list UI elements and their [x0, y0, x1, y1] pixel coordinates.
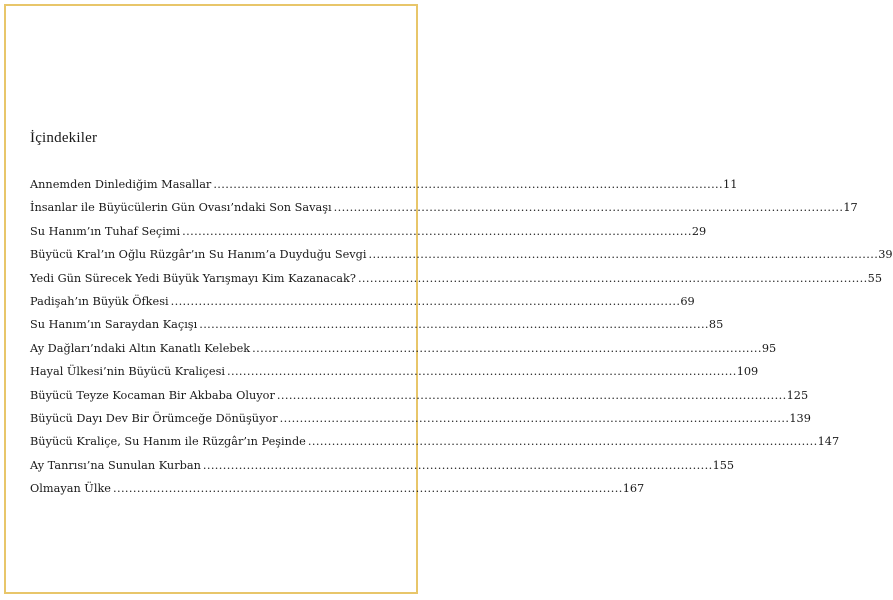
toc-leader-dots: [252, 342, 760, 355]
toc-leader-dots: [199, 318, 707, 331]
toc-entry-title: Büyücü Teyze Kocaman Bir Akbaba Oluyor: [30, 388, 275, 402]
toc-entry: [30, 318, 724, 341]
toc-entry: [30, 224, 707, 248]
toc-entry-title: Büyücü Kral’ın Oğlu Rüzgâr’ın Su Hanım’a Duyduğu Sevgi: [30, 248, 367, 262]
toc-entry-page: 147: [817, 435, 840, 449]
toc-heading: İçindekiler: [30, 130, 98, 146]
toc-entry: [30, 201, 858, 224]
toc-entry: [30, 458, 735, 482]
toc-entry-title: Annemden Dinlediğim Masallar: [30, 178, 212, 191]
toc-entry-page: 39: [878, 248, 893, 262]
toc-entry-page: 155: [712, 458, 735, 472]
toc-entry-page: 11: [723, 178, 738, 191]
toc-leader-dots: [182, 225, 690, 238]
toc-entry-title: Olmayan Ülke: [30, 482, 111, 496]
toc-leader-dots: [308, 435, 816, 448]
toc-entry: [30, 271, 883, 295]
toc-entry-title: Su Hanım’ın Saraydan Kaçışı: [30, 318, 198, 332]
book-page: [4, 4, 893, 594]
toc-leader-dots: [369, 248, 877, 261]
toc-list: [30, 178, 893, 505]
toc-entry-title: Büyücü Kraliçe, Su Hanım ile Rüzgâr’ın Peşinde: [30, 435, 306, 449]
toc-leader-dots: [213, 178, 721, 191]
toc-entry-page: 85: [708, 318, 724, 332]
toc-leader-dots: [358, 272, 866, 285]
toc-entry-title: Hayal Ülkesi’nin Büyücü Kraliçesi: [30, 365, 225, 379]
toc-entry-page: 95: [761, 341, 777, 355]
toc-entry-title: Büyücü Dayı Dev Bir Örümceğe Dönüşüyor: [30, 411, 278, 425]
toc-leader-dots: [334, 201, 842, 214]
toc-entry: [30, 388, 809, 412]
toc-entry-title: Padişah’ın Büyük Öfkesi: [30, 294, 169, 308]
toc-leader-dots: [171, 295, 679, 308]
toc-entry-title: Su Hanım’ın Tuhaf Seçimi: [30, 224, 181, 238]
toc-leader-dots: [280, 412, 788, 425]
toc-entry: [30, 411, 811, 435]
toc-leader-dots: [203, 459, 711, 472]
toc-entry-page: 29: [691, 224, 707, 238]
toc-entry: [30, 482, 645, 505]
toc-entry-page: 55: [867, 271, 883, 285]
toc-entry: [30, 341, 777, 365]
toc-entry: [30, 435, 840, 458]
toc-entry-title: Ay Tanrısı’na Sunulan Kurban: [30, 458, 201, 472]
toc-entry-page: 17: [843, 201, 858, 215]
toc-entry-page: 109: [736, 365, 759, 379]
toc-entry-page: 69: [680, 294, 695, 308]
toc-leader-dots: [113, 482, 621, 495]
toc-entry: [30, 365, 759, 388]
toc-entry: [30, 248, 893, 271]
toc-entry-page: 125: [786, 388, 809, 402]
toc-entry-title: Ay Dağları’ndaki Altın Kanatlı Kelebek: [30, 341, 251, 355]
toc-entry-title: İnsanlar ile Büyücülerin Gün Ovası’ndaki Son Savaşı: [30, 201, 332, 215]
toc-leader-dots: [227, 365, 735, 378]
toc-entry-title: Yedi Gün Sürecek Yedi Büyük Yarışmayı Kim Kazanacak?: [30, 271, 356, 285]
toc-entry-page: 139: [789, 411, 811, 425]
toc-entry: [30, 294, 695, 318]
toc-entry: [30, 178, 738, 201]
toc-entry-page: 167: [622, 482, 645, 496]
toc-leader-dots: [277, 389, 785, 402]
